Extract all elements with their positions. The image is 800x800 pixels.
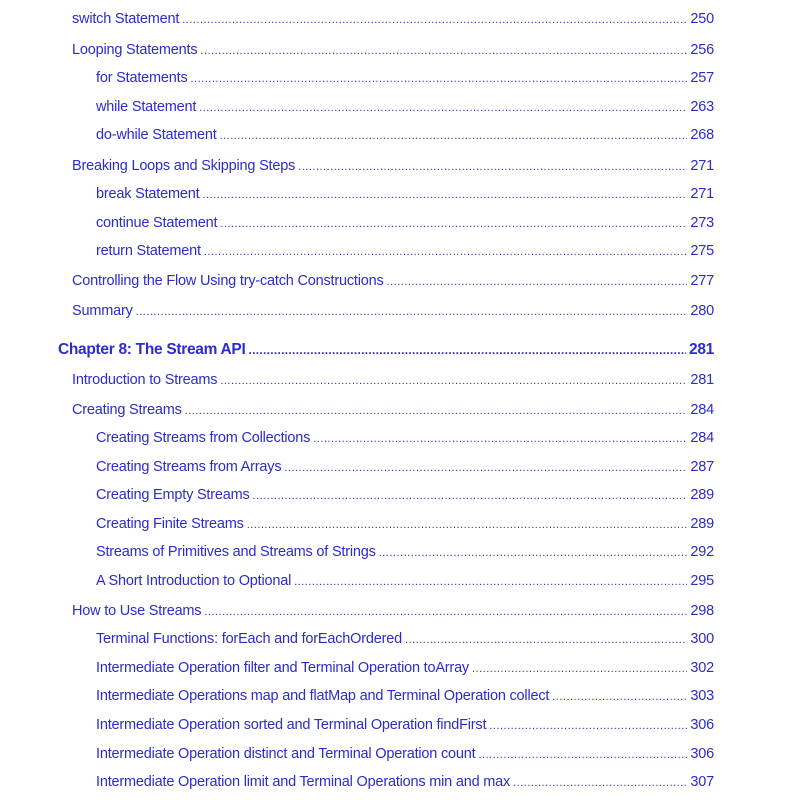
toc-entry-title: Creating Streams bbox=[72, 402, 182, 418]
toc-entry-page: 273 bbox=[690, 215, 714, 231]
toc-entry-title: Intermediate Operation limit and Terminal Operations min and max bbox=[96, 774, 511, 790]
toc-entry-return-statement[interactable] bbox=[96, 243, 714, 259]
dot-leader bbox=[472, 660, 687, 676]
dot-leader bbox=[298, 158, 687, 174]
toc-entry-title: Intermediate Operations map and flatMap and Terminal Operation collect bbox=[96, 688, 550, 704]
toc-entry-streams-of-primitives[interactable] bbox=[96, 544, 714, 560]
toc-entry-page: 306 bbox=[690, 717, 714, 733]
toc-entry-looping-statements[interactable] bbox=[72, 42, 714, 58]
toc-entry-distinct-count[interactable] bbox=[96, 746, 714, 762]
dot-leader bbox=[204, 243, 688, 259]
toc-entry-title: Summary bbox=[72, 303, 133, 319]
toc-entry-page: 295 bbox=[690, 573, 714, 589]
toc-entry-page: 306 bbox=[690, 746, 714, 762]
dot-leader bbox=[199, 99, 687, 115]
toc-entry-page: 289 bbox=[690, 516, 714, 532]
toc-entry-title: continue Statement bbox=[96, 215, 218, 231]
dot-leader bbox=[220, 127, 688, 143]
toc-entry-page: 257 bbox=[690, 70, 714, 86]
toc-entry-page: 300 bbox=[690, 631, 714, 647]
toc-entry-sorted-findfirst[interactable] bbox=[96, 717, 714, 733]
toc-entry-page: 256 bbox=[690, 42, 714, 58]
dot-leader bbox=[191, 70, 688, 86]
toc-entry-do-while-statement[interactable] bbox=[96, 127, 714, 143]
dot-leader bbox=[253, 487, 688, 503]
toc-entry-title: Intermediate Operation filter and Terminal Operation toArray bbox=[96, 660, 469, 676]
toc-entry-how-to-use-streams[interactable] bbox=[72, 603, 714, 619]
toc-entry-summary[interactable] bbox=[72, 303, 714, 319]
toc-entry-optional[interactable] bbox=[96, 573, 714, 589]
dot-leader bbox=[405, 631, 687, 647]
toc-entry-page: 289 bbox=[690, 487, 714, 503]
toc-entry-title: A Short Introduction to Optional bbox=[96, 573, 292, 589]
toc-entry-switch-statement[interactable] bbox=[72, 11, 714, 27]
toc-entry-page: 292 bbox=[690, 544, 714, 560]
toc-entry-title: return Statement bbox=[96, 243, 201, 259]
toc-entry-title: Streams of Primitives and Streams of Strings bbox=[96, 544, 376, 560]
toc-entry-title: Introduction to Streams bbox=[72, 372, 218, 388]
dot-leader bbox=[220, 215, 687, 231]
toc-entry-title: Intermediate Operation sorted and Terminal Operation findFirst bbox=[96, 717, 487, 733]
toc-entry-breaking-loops[interactable] bbox=[72, 158, 714, 174]
dot-leader bbox=[489, 717, 687, 733]
toc-entry-page: 263 bbox=[690, 99, 714, 115]
toc-entry-title: Creating Streams from Arrays bbox=[96, 459, 282, 475]
toc-entry-continue-statement[interactable] bbox=[96, 215, 714, 231]
toc-entry-page: 277 bbox=[690, 273, 714, 289]
dot-leader bbox=[220, 372, 687, 388]
toc-entry-title: Intermediate Operation distinct and Terminal Operation count bbox=[96, 746, 476, 762]
dot-leader bbox=[478, 746, 687, 762]
toc-entry-title: break Statement bbox=[96, 186, 200, 202]
toc-entry-page: 280 bbox=[690, 303, 714, 319]
toc-entry-map-flatmap-collect[interactable] bbox=[96, 688, 714, 704]
toc-entry-page: 303 bbox=[690, 688, 714, 704]
toc-entry-try-catch[interactable] bbox=[72, 273, 714, 289]
toc-entry-title: Creating Finite Streams bbox=[96, 516, 244, 532]
toc-entry-creating-streams[interactable] bbox=[72, 402, 714, 418]
dot-leader bbox=[200, 42, 687, 58]
toc-entry-page: 284 bbox=[690, 402, 714, 418]
dot-leader bbox=[182, 11, 687, 27]
toc-entry-page: 250 bbox=[690, 11, 714, 27]
toc-entry-page: 281 bbox=[690, 372, 714, 388]
toc-entry-title: How to Use Streams bbox=[72, 603, 202, 619]
toc-entry-page: 275 bbox=[690, 243, 714, 259]
toc-chapter-page: 281 bbox=[689, 341, 714, 358]
dot-leader bbox=[552, 688, 687, 704]
toc-entry-while-statement[interactable] bbox=[96, 99, 714, 115]
dot-leader bbox=[284, 459, 687, 475]
toc-entry-title: Breaking Loops and Skipping Steps bbox=[72, 158, 296, 174]
dot-leader bbox=[379, 544, 688, 560]
toc-entry-streams-from-collections[interactable] bbox=[96, 430, 714, 446]
toc-entry-streams-from-arrays[interactable] bbox=[96, 459, 714, 475]
toc-entry-title: Creating Streams from Collections bbox=[96, 430, 311, 446]
toc-entry-title: Creating Empty Streams bbox=[96, 487, 250, 503]
dot-leader bbox=[313, 430, 687, 446]
toc-entry-page: 302 bbox=[690, 660, 714, 676]
dot-leader bbox=[136, 303, 688, 319]
toc-entry-page: 271 bbox=[690, 158, 714, 174]
toc-chapter-8[interactable] bbox=[58, 341, 714, 359]
toc-entry-title: Controlling the Flow Using try-catch Constructions bbox=[72, 273, 384, 289]
toc-entry-for-statements[interactable] bbox=[96, 70, 714, 86]
toc-entry-terminal-functions[interactable] bbox=[96, 631, 714, 647]
toc-entry-title: switch Statement bbox=[72, 11, 180, 27]
toc-entry-page: 298 bbox=[690, 603, 714, 619]
toc-entry-page: 268 bbox=[690, 127, 714, 143]
toc-chapter-title: Chapter 8: The Stream API bbox=[58, 341, 246, 358]
toc-entry-title: do-while Statement bbox=[96, 127, 217, 143]
toc-entry-finite-streams[interactable] bbox=[96, 516, 714, 532]
toc-entry-title: for Statements bbox=[96, 70, 188, 86]
toc-entry-introduction-to-streams[interactable] bbox=[72, 372, 714, 388]
toc-entry-page: 287 bbox=[690, 459, 714, 475]
toc-entry-title: while Statement bbox=[96, 99, 197, 115]
toc-entry-break-statement[interactable] bbox=[96, 186, 714, 202]
dot-leader bbox=[185, 402, 688, 418]
dot-leader bbox=[387, 273, 688, 289]
toc-entry-title: Terminal Functions: forEach and forEachOrdered bbox=[96, 631, 402, 647]
toc-entry-filter-toarray[interactable] bbox=[96, 660, 714, 676]
dot-leader bbox=[294, 573, 687, 589]
dot-leader bbox=[247, 516, 688, 532]
toc-entry-page: 307 bbox=[690, 774, 714, 790]
dot-leader bbox=[202, 186, 687, 202]
toc-entry-page: 284 bbox=[690, 430, 714, 446]
toc-entry-title: Looping Statements bbox=[72, 42, 198, 58]
dot-leader bbox=[248, 341, 686, 359]
toc-entry-limit-min-max[interactable] bbox=[96, 774, 714, 790]
toc-entry-page: 271 bbox=[690, 186, 714, 202]
dot-leader bbox=[204, 603, 687, 619]
toc-entry-empty-streams[interactable] bbox=[96, 487, 714, 503]
dot-leader bbox=[513, 774, 687, 790]
